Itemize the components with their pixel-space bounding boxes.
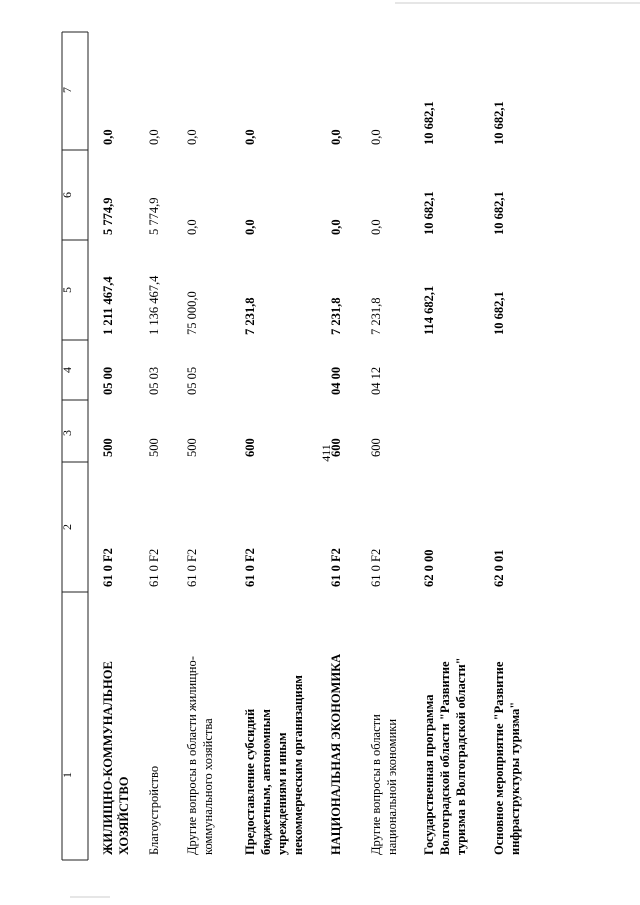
row-label-line: Другие вопросы в области bbox=[369, 714, 383, 855]
row-col7-amount: 0,0 bbox=[329, 129, 343, 145]
page-number: 411 bbox=[319, 444, 333, 462]
row-col6-amount: 0,0 bbox=[369, 219, 383, 235]
row-col6-amount: 10 682,1 bbox=[422, 191, 436, 235]
row-label-line: инфраструктуры туризма" bbox=[508, 701, 522, 855]
row-code: 61 0 F2 bbox=[369, 548, 383, 587]
column-header-4: 4 bbox=[60, 367, 74, 373]
row-code: 61 0 F2 bbox=[101, 548, 115, 587]
table-row bbox=[243, 129, 305, 855]
row-label-line: ЖИЛИЩНО-КОММУНАЛЬНОЕ bbox=[101, 661, 115, 855]
row-col3: 600 bbox=[243, 438, 257, 457]
row-col6-amount: 0,0 bbox=[185, 219, 199, 235]
row-label-line: бюджетным, автономным bbox=[259, 709, 273, 855]
table-row bbox=[422, 101, 468, 855]
row-code: 61 0 F2 bbox=[329, 548, 343, 587]
row-label-line: Благоустройство bbox=[147, 765, 161, 855]
row-code: 62 0 01 bbox=[492, 549, 506, 587]
row-col5-amount: 75 000,0 bbox=[185, 291, 199, 335]
column-header-7: 7 bbox=[60, 87, 74, 93]
row-col6-amount: 5 774,9 bbox=[101, 197, 115, 235]
row-col7-amount: 10 682,1 bbox=[422, 101, 436, 145]
row-col6-amount: 0,0 bbox=[329, 219, 343, 235]
row-label-line: национальной экономики bbox=[385, 718, 399, 855]
table-row bbox=[185, 129, 215, 855]
row-col7-amount: 0,0 bbox=[243, 129, 257, 145]
row-col4: 05 03 bbox=[147, 366, 161, 395]
row-label-line: Государственная программа bbox=[422, 694, 436, 855]
row-label-line: учреждениям и иным bbox=[275, 732, 289, 855]
table-row bbox=[147, 129, 161, 855]
row-col7-amount: 0,0 bbox=[185, 129, 199, 145]
row-col7-amount: 0,0 bbox=[369, 129, 383, 145]
row-col7-amount: 0,0 bbox=[147, 129, 161, 145]
column-header-3: 3 bbox=[60, 430, 74, 436]
row-code: 61 0 F2 bbox=[243, 548, 257, 587]
row-col6-amount: 5 774,9 bbox=[147, 197, 161, 235]
table-row bbox=[101, 129, 131, 855]
column-header-5: 5 bbox=[60, 287, 74, 293]
row-col5-amount: 7 231,8 bbox=[243, 297, 257, 335]
row-col4: 05 00 bbox=[101, 366, 115, 395]
row-col6-amount: 0,0 bbox=[243, 219, 257, 235]
row-code: 61 0 F2 bbox=[185, 548, 199, 587]
row-col4: 05 05 bbox=[185, 366, 199, 395]
row-label-line: НАЦИОНАЛЬНАЯ ЭКОНОМИКА bbox=[329, 653, 343, 855]
row-col3: 600 bbox=[329, 438, 343, 457]
table-row bbox=[369, 129, 399, 855]
row-col3: 500 bbox=[147, 438, 161, 457]
row-label-line: Другие вопросы в области жилищно- bbox=[185, 656, 199, 855]
row-label-line: коммунального хозяйства bbox=[201, 718, 215, 855]
table-row bbox=[492, 101, 522, 855]
row-code: 61 0 F2 bbox=[147, 548, 161, 587]
row-label-line: некоммерческим организациям bbox=[291, 675, 305, 855]
row-col4: 04 00 bbox=[329, 366, 343, 395]
table-body bbox=[101, 101, 522, 855]
row-col7-amount: 10 682,1 bbox=[492, 101, 506, 145]
row-col4: 04 12 bbox=[369, 366, 383, 395]
row-col3: 500 bbox=[185, 438, 199, 457]
row-code: 62 0 00 bbox=[422, 549, 436, 587]
table-row bbox=[329, 129, 343, 855]
row-col5-amount: 10 682,1 bbox=[492, 291, 506, 335]
row-label-line: Предоставление субсидий bbox=[243, 708, 257, 855]
row-col6-amount: 10 682,1 bbox=[492, 191, 506, 235]
table-grid bbox=[62, 32, 88, 860]
row-label-line: Основное мероприятие "Развитие bbox=[492, 661, 506, 855]
row-col7-amount: 0,0 bbox=[101, 129, 115, 145]
row-col3: 500 bbox=[101, 438, 115, 457]
column-header-1: 1 bbox=[60, 772, 74, 778]
row-col5-amount: 1 136 467,4 bbox=[147, 275, 161, 335]
row-label-line: туризма в Волгоградской области" bbox=[454, 657, 468, 855]
row-col5-amount: 1 211 467,4 bbox=[101, 276, 115, 335]
row-col5-amount: 7 231,8 bbox=[369, 297, 383, 335]
row-col5-amount: 7 231,8 bbox=[329, 297, 343, 335]
row-label-line: Волгоградской области "Развитие bbox=[438, 661, 452, 855]
row-col5-amount: 114 682,1 bbox=[422, 285, 436, 335]
row-col3: 600 bbox=[369, 438, 383, 457]
column-header-2: 2 bbox=[60, 524, 74, 530]
row-label-line: ХОЗЯЙСТВО bbox=[117, 776, 131, 855]
column-header-6: 6 bbox=[60, 192, 74, 198]
